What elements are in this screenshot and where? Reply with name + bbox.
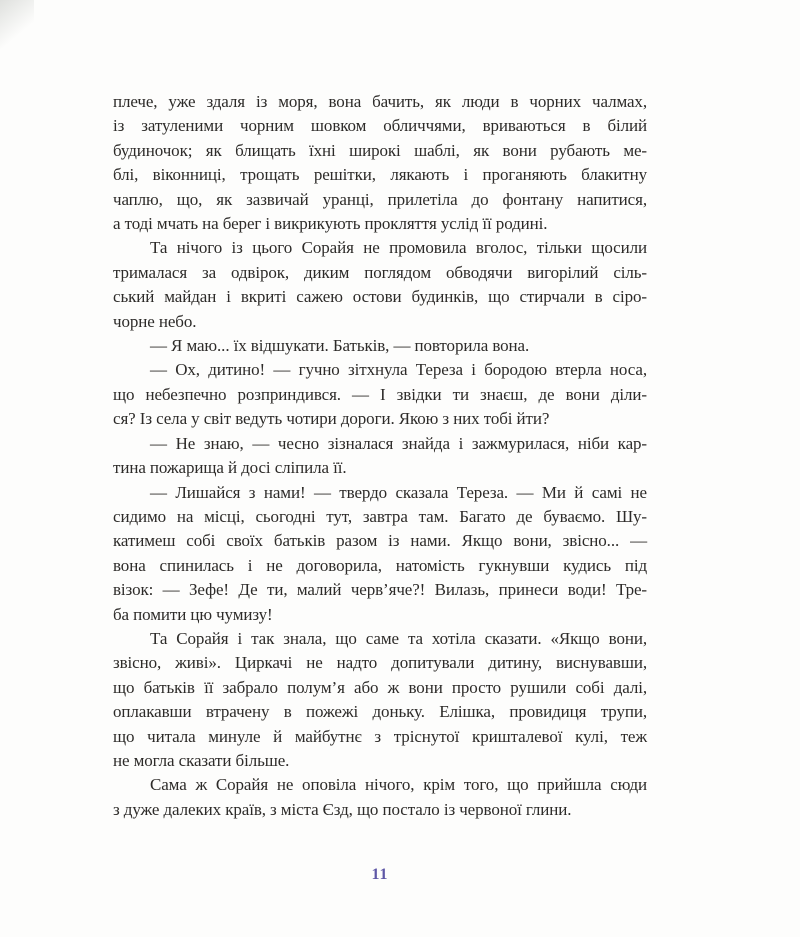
text-line: тина пожарища й досі сліпила її. — [113, 458, 347, 478]
text-line: ський майдан і вкриті сажею остови будинків, що стирчали в сіро- — [113, 287, 647, 307]
text-line: візок: — Зефе! Де ти, малий черв’яче?! Вилазь, принеси води! Тре- — [113, 580, 647, 600]
text-line: — Я маю... їх відшукати. Батьків, — повторила вона. — [150, 336, 530, 356]
text-line: Та нічого із цього Сорайя не промовила вголос, тільки щосили — [150, 238, 647, 258]
paragraph — [113, 432, 647, 481]
text-line: будиночок; як блищать їхні широкі шаблі, як вони рубають ме- — [113, 140, 647, 160]
text-line: що батьків її забрало полум’я або ж вони просто рушили собі далі, — [113, 677, 647, 697]
text-line: що небезпечно розприндився. — І звідки ти знаєш, де вони діли- — [113, 384, 647, 404]
text-line: ба помити цю чумизу! — [113, 604, 273, 624]
paragraph — [113, 481, 647, 627]
page-number: 11 — [371, 866, 389, 883]
text-line: з дуже далеких країв, з міста Єзд, що постало із червоної глини. — [113, 799, 572, 819]
text-line: оплакавши втрачену в пожежі доньку. Елішка, провидиця трупи, — [113, 702, 647, 722]
text-line: — Не знаю, — чесно зізналася знайда і зажмурилася, ніби кар- — [150, 433, 647, 453]
text-line: Та Сорайя і так знала, що саме та хотіла сказати. «Якщо вони, — [150, 628, 647, 648]
paragraph — [113, 627, 647, 773]
text-line: не могла сказати більше. — [113, 750, 290, 770]
text-line: ся? Із села у світ ведуть чотири дороги. Якою з них тобі йти? — [113, 409, 550, 429]
text-line: блі, віконниці, трощать решітки, лякають і проганяють блакитну — [113, 165, 647, 185]
text-line: трималася за одвірок, диким поглядом обводячи вигорілий сіль- — [113, 262, 647, 282]
text-line: звісно, живі». Циркачі не надто допитували дитину, виснувавши, — [113, 653, 647, 673]
page-corner-shadow — [0, 0, 34, 64]
text-line: що читала минуле й майбутнє з тріснутої кришталевої кулі, теж — [113, 726, 647, 746]
paragraph — [113, 334, 647, 358]
text-line: катимеш собі своїх батьків разом із нами. Якщо вони, звісно... — — [113, 531, 647, 551]
text-line: — Ох, дитино! — гучно зітхнула Тереза і бородою втерла носа, — [150, 360, 647, 380]
text-line: вона спинилась і не договорила, натомість гукнувши кудись під — [113, 555, 647, 575]
text-line: чорне небо. — [113, 311, 197, 331]
text-line: Сама ж Сорайя не оповіла нічого, крім того, що прийшла сюди — [150, 775, 647, 795]
text-line: а тоді мчать на берег і викрикують прокляття услід її родині. — [113, 214, 548, 234]
page-text-block — [113, 90, 647, 822]
text-line: сидимо на місці, сьогодні тут, завтра там. Багато де буваємо. Шу- — [113, 506, 647, 526]
paragraph — [113, 773, 647, 822]
text-line: плече, уже здаля із моря, вона бачить, як люди в чорних чалмах, — [113, 92, 647, 111]
paragraph — [113, 90, 647, 236]
text-line: — Лишайся з нами! — твердо сказала Тереза. — Ми й самі не — [150, 482, 647, 502]
paragraph — [113, 236, 647, 334]
paragraph — [113, 358, 647, 431]
text-line: чаплю, що, як зазвичай уранці, прилетіла до фонтану напитися, — [113, 189, 647, 209]
text-line: із затуленими чорним шовком обличчями, вриваються в білий — [113, 116, 647, 136]
